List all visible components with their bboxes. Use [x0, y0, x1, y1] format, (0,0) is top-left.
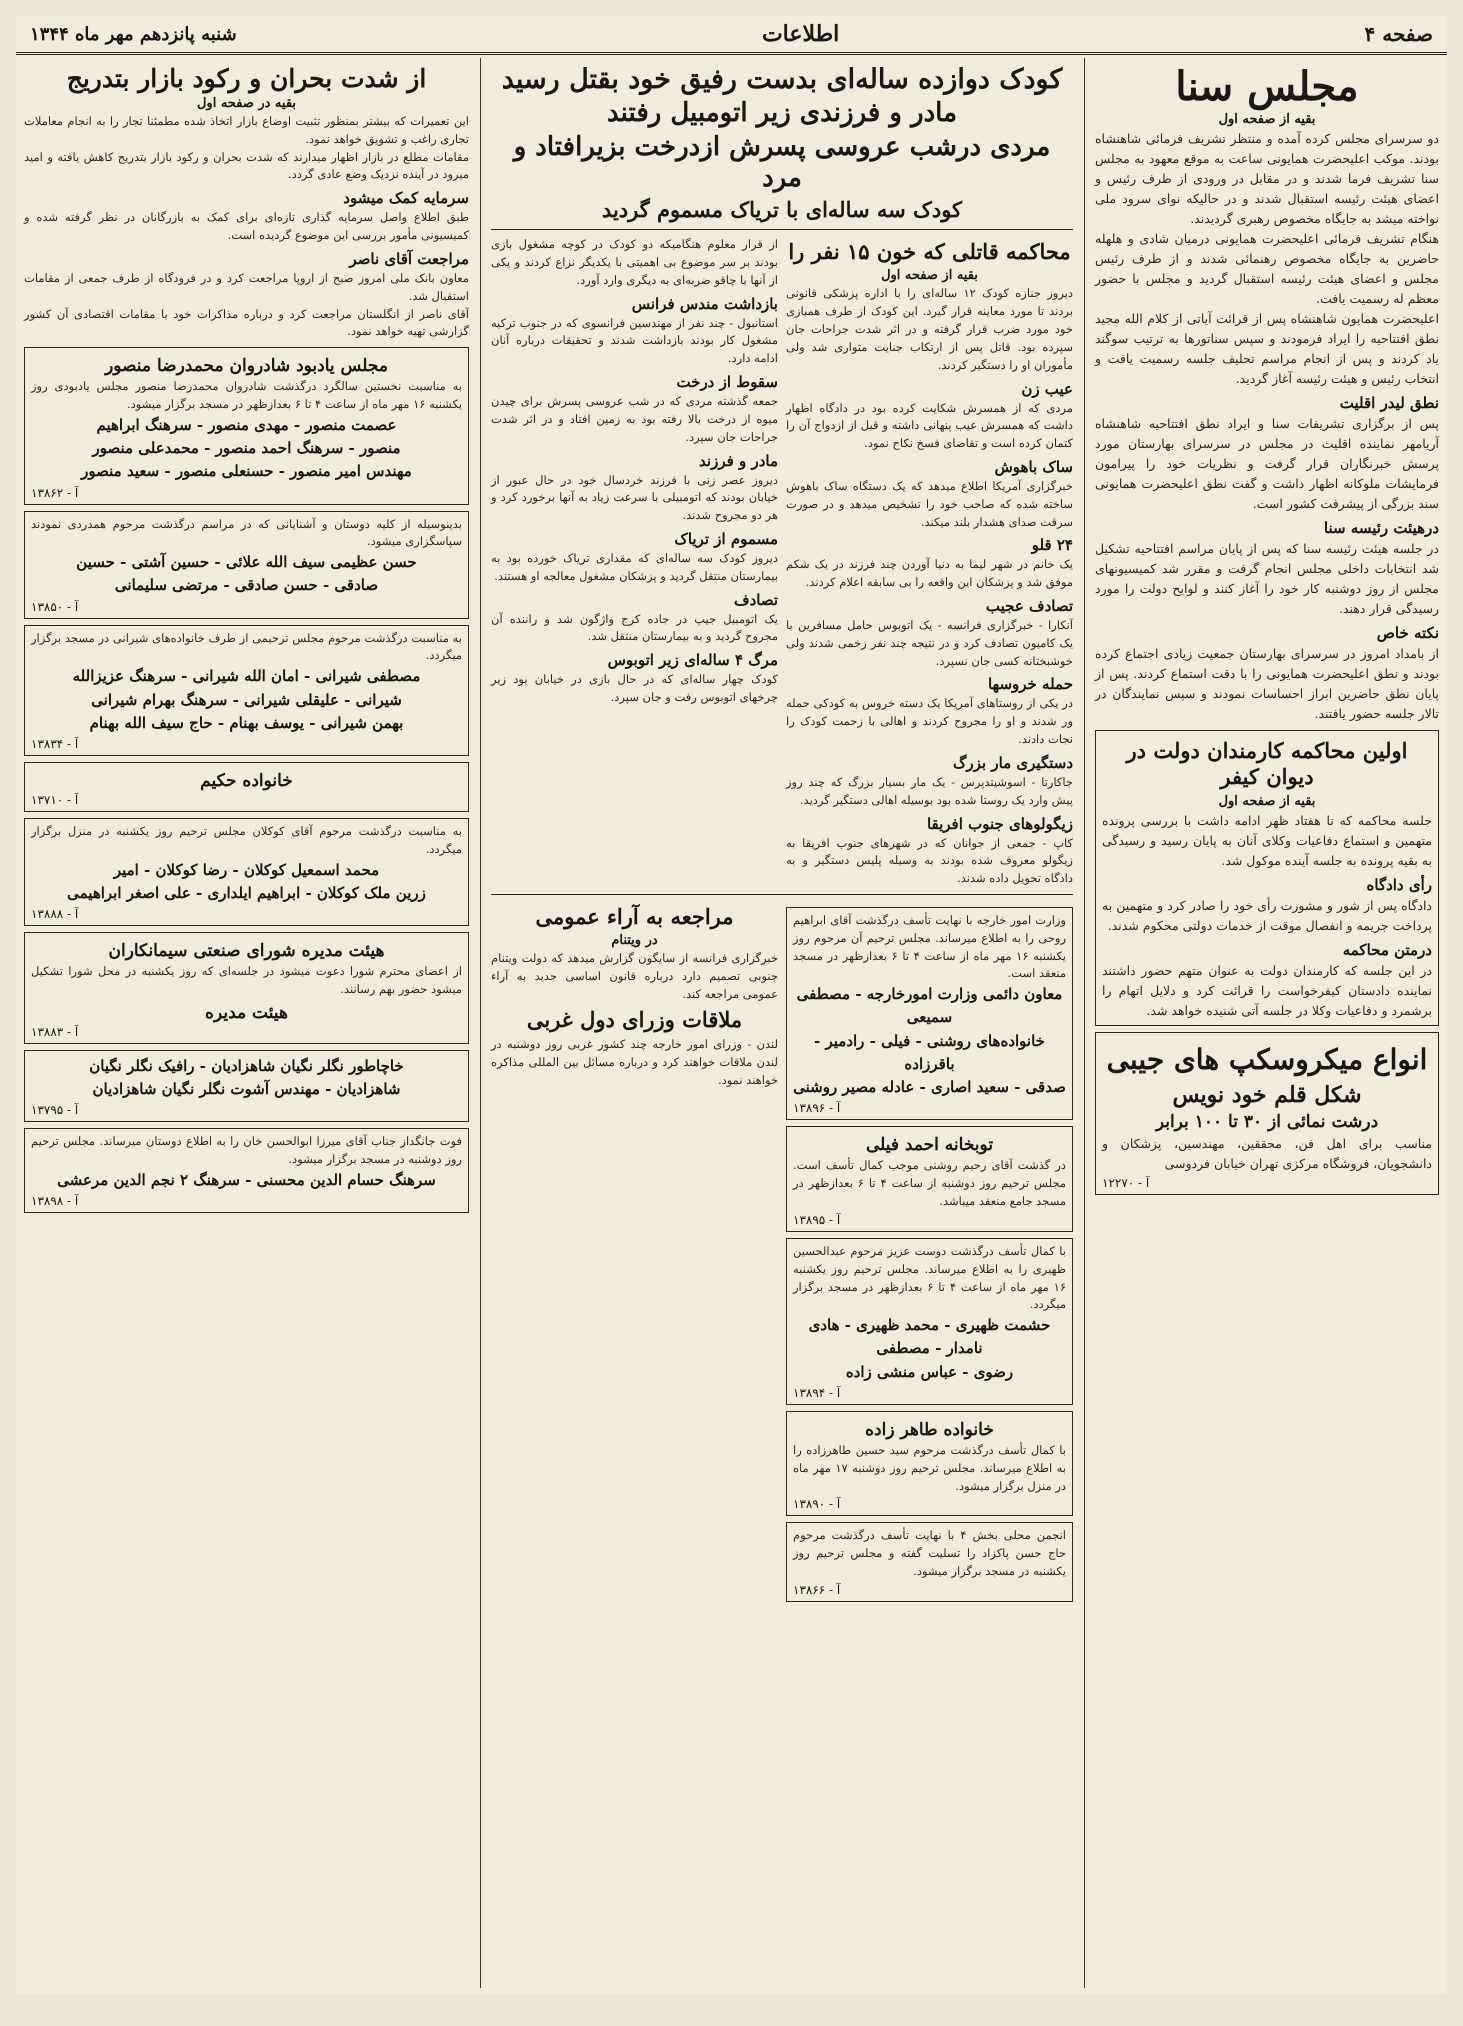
microscope-advert	[1095, 1032, 1439, 1195]
article-text: در جلسه هیئت رئیسه سنا که پس از پایان مراسم افتتاحیه تشکیل شد انتخابات داخلی مجلس انجام گرفت و مقرر شد کمیسیونهای مجلس از روز دوشنبه کار خود را آغاز کنند و لوایح دولت را مورد رسیدگی قرار دهند.	[1095, 541, 1439, 616]
notice-text: در گذشت آقای رحیم روشنی موجب کمال تأسف است. مجلس ترحیم روز دوشنبه از ساعت ۴ تا ۶ بعدازظهر در مسجد جامع منعقد میباشد.	[793, 1158, 1066, 1209]
referendum-headline: مراجعه به آراء عمومی	[535, 903, 734, 929]
subheading: عیب زن	[1021, 379, 1073, 398]
notice-names: زرین ملک کوکلان - ابراهیم ایلداری - علی اصغر ابراهیمی	[67, 883, 426, 902]
headline-senate: مجلس سنا	[1175, 63, 1359, 110]
continued-note: بقیه از صفحه اول	[1218, 793, 1316, 809]
advert-title: انواع میکروسکپ های جیبی	[1106, 1042, 1428, 1076]
notice-code: آ - ۱۳۷۹۵	[31, 1103, 79, 1118]
notice-names: حسن عظیمی سیف الله علائی - حسین آشتی - حسین	[76, 553, 417, 572]
notice-names: رضوی - عباس منشی زاده	[845, 1362, 1014, 1381]
notice-title: مجلس یادبود شادروان محمدرضا منصور	[105, 356, 388, 377]
notice-shahzadian	[24, 1050, 469, 1123]
notice-text: انجمن محلی بخش ۴ با نهایت تأسف درگذشت مرحوم حاج حسن پاکزاد را تسلیت گفته و مجلس ترحیم روز یکشنبه در مسجد برگزار میشود.	[793, 1528, 1066, 1578]
notice-cement-council	[24, 932, 469, 1044]
notice-names: بهمن شیرانی - یوسف بهنام - حاج سیف الله بهنام	[89, 713, 404, 732]
notice-text: وزارت امور خارجه با نهایت تأسف درگذشت آقای ابراهیم روحی را به اطلاع میرساند. مجلس ترحیم آن مرحوم روز یکشنبه ۱۶ مهر ماه از ساعت ۴ تا ۶ بعدازظهر در مسجد منعقد است.	[793, 912, 1066, 981]
notice-hakim	[24, 762, 469, 812]
column-rule	[1084, 58, 1085, 1988]
notice-taherzadeh	[786, 1411, 1073, 1516]
subheading: مراجعت آقای ناصر	[349, 249, 469, 268]
subheading: نطق لیدر اقلیت	[1339, 394, 1439, 412]
notice-code: آ - ۱۳۸۹۰	[793, 1497, 841, 1512]
notice-code: آ - ۱۳۸۶۲	[31, 485, 79, 500]
article-text: هنگام تشریف فرمائی اعلیحضرت همایونی درمیان شادی و هلهله حاضرین به جایگاه مخصوص رهنمائی شدند و از طرف رئیس مجلس و اعضای هیئت رئیسه استقبال گردید و مجلس با حضور معظم له رسمیت یافت.	[1095, 231, 1439, 306]
masthead	[16, 16, 1447, 55]
notices-area	[491, 901, 1073, 1608]
headline-mother-child: مادر و فرزندی زیر اتومبیل رفتند	[606, 98, 958, 129]
article-text: خبرگزاری فرانسه از سایگون گزارش میدهد که دولت ویتنام جنوبی تصمیم دارد درباره قانون اساسی جدید به آراء عمومی مراجعه کند.	[491, 951, 778, 1001]
page-number: صفحه ۴	[1364, 22, 1433, 46]
article-text: دادگاه پس از شور و مشورت رأی خود را صادر کرد و متهمین به پرداخت جریمه و انفصال موقت از خدمات دولتی محکوم شدند.	[1102, 897, 1432, 933]
notices-column-b	[491, 901, 778, 1608]
continued-note: بقیه از صفحه اول	[1218, 112, 1316, 127]
article-text: این تعمیرات که بیشتر بمنظور تثبیت اوضاع بازار اتخاذ شده مطمئنا تجار را به انجام معاملات تجاری راغب و تشویق خواهد نمود.	[24, 114, 469, 146]
notice-title: خانواده حکیم	[200, 771, 293, 791]
article-text: دو سرسرای مجلس کرده آمده و منتظر تشریف فرمائی شاهنشاه بودند. موکب اعلیحضرت همایونی ساعت به موقع معهود به مجلس سنا تشریف فرما شدند و در مقابل در ورودی از طرف رئیس و اعضای هیئت رئیسه استقبال شدند و در حالیکه نوای سرود ملی نواخته میشد به جایگاه مخصوص رهبری گردیدند.	[1095, 131, 1439, 226]
subheading: بازداشت مندس فرانس	[631, 294, 778, 313]
subheading: ۲۴ قلو	[1031, 536, 1073, 555]
issue-date: شنبه پانزدهم مهر ماه ۱۳۴۴	[30, 23, 237, 45]
article-text: اعلیحضرت همایون شاهنشاه پس از قرائت آیاتی از کلام الله مجید نطق افتتاحیه را ایراد فرمودند و سپس سناتورها به ترتیب سوگند یاد کردند و پس از انجام مراسم تحلیف جلسه رسمیت یافت و انتخاب رئیس و هیئت رئیسه آغاز گردید.	[1095, 311, 1439, 386]
advert-code: آ - ۱۲۲۷۰	[1102, 1175, 1150, 1190]
article-text: مقامات مطلع در بازار اظهار میدارند که شدت بحران و رکود بازار بتدریج کاهش یافته و امید میرود در آینده نزدیک وضع عادی گردد.	[24, 149, 469, 182]
continued-note: بقیه از صفحه اول	[881, 268, 978, 284]
article-text: لندن - وزرای امور خارجه چند کشور غربی روز دوشنبه در لندن ملاقات خواهند کرد و درباره مسائل بین المللی مذاکره خواهند نمود.	[491, 1036, 778, 1087]
notice-code: آ - ۱۳۸۵۰	[31, 599, 79, 614]
notice-names: سرهنگ حسام الدین محسنی - سرهنگ ۲ نجم الدین مرعشی	[57, 1170, 436, 1189]
notice-names: عصمت منصور - مهدی منصور - سرهنگ ابراهیم	[96, 415, 397, 434]
notice-names: شاهزادیان - مهندس آشوت نگلر نگیان شاهزادیان	[92, 1080, 401, 1098]
article-text: کودک چهار ساله‌ای که در حال بازی در خیابان بود زیر چرخهای اتوبوس رفت و جان سپرد.	[491, 672, 778, 705]
subheading: درمتن محاکمه	[1342, 940, 1432, 959]
news-columns	[491, 236, 1073, 888]
article-text: معاون بانک ملی امروز صبح از اروپا مراجعت کرد و در فرودگاه از طرف جمعی از مقامات استقبال شد.	[24, 270, 469, 303]
notice-text: با کمال تأسف درگذشت دوست عزیز مرحوم عبدالحسین ظهیری را به اطلاع میرساند. مجلس ترحیم روز یکشنبه ۱۶ مهر ماه از ساعت ۴ تا ۶ بعدازظهر در مسجد برگزار میگردد.	[793, 1243, 1066, 1312]
notice-code: آ - ۱۳۷۱۰	[31, 793, 79, 807]
notice-mohseni	[24, 1128, 469, 1213]
notice-names: شیرانی - علیقلی شیرانی - سرهنگ بهرام شیرانی	[91, 690, 402, 709]
subheading: دستگیری مار بزرگ	[952, 753, 1073, 772]
article-text: جمعه گذشته مردی که در شب عروسی پسرش برای چیدن میوه از درخت بالا رفته بود به زمین افتاد و در اثر شدت جراحات جان سپرد.	[491, 394, 778, 444]
notice-code: آ - ۱۳۸۸۸	[31, 907, 79, 922]
headline-market: از شدت بحران و رکود بازار بتدریج	[66, 64, 427, 93]
notice-code: آ - ۱۳۸۸۳	[31, 1024, 79, 1039]
notice-names: حشمت ظهیری - محمد ظهیری - هادی نامدار - مصطفی	[808, 1316, 1051, 1358]
notice-names: معاون دائمی وزارت امورخارجه - مصطفی سمیعی	[796, 985, 1063, 1027]
newspaper-page	[16, 16, 1447, 1994]
article-text: یک خانم در شهر لیما به دنیا آوردن چند فرزند در یک شکم موفق شد و پزشکان این واقعه را بی سابقه اعلام کردند.	[786, 557, 1073, 590]
notice-names: منصور - سرهنگ احمد منصور - محمدعلی منصور	[92, 439, 401, 457]
advert-text: مناسب برای اهل فن، محققین، مهندسین، پزشکان و دانشجویان، فروشگاه مرکزی تهران خیابان فردوسی	[1102, 1135, 1432, 1171]
notice-text: از اعضای محترم شورا دعوت میشود در جلسه‌ای که روز یکشنبه در محل شورا تشکیل میشود حضور بهم رسانند.	[31, 964, 462, 996]
article-text: دیروز کودک سه ساله‌ای که مقداری تریاک خورده بود به بیمارستان منتقل گردید و پزشکان مشغول معالجه او هستند.	[491, 550, 778, 583]
notice-text: به مناسبت درگذشت مرحوم آقای کوکلان مجلس ترحیم روز یکشنبه در منزل برگزار میگردد.	[31, 824, 462, 856]
subheading: درهیئت رئیسه سنا	[1323, 519, 1439, 537]
subheading: مادر و فرزند	[699, 451, 778, 470]
subheading: تصادف	[734, 590, 778, 609]
article-text: در این جلسه که کارمندان دولت به عنوان متهم حضور داشتند نماینده دادستان کیفرخواست را قرائت کرد و دلایل اتهام را برشمرد و دفاعیات وکلا در جلسه آتی شنیده خواهد شد.	[1102, 962, 1432, 1018]
article-text: جاکارتا - اسوشیتدپرس - یک مار بسیار بزرگ که چند روز پیش وارد یک روستا شده بود بوسیله اهالی دستگیر گردید.	[786, 774, 1073, 807]
article-text: مردی که از همسرش شکایت کرده بود در دادگاه اظهار داشت که همسرش عیب پنهانی داشته و قبل از ازدواج آن را کتمان کرده است و تقاضای فسخ نکاح نمود.	[786, 400, 1073, 451]
continued-note: بقیه در صفحه اول	[196, 96, 297, 111]
notice-text: با کمال تأسف درگذشت مرحوم سید حسین طاهرزاده را به اطلاع میرساند. مجلس ترحیم روز دوشنبه ۱۷ مهر ماه در منزل برگزار میشود.	[793, 1442, 1066, 1493]
article-text: استانبول - چند نفر از مهندسین فرانسوی که در جنوب ترکیه مشغول کار بودند بازداشت شدند و تحقیقات درباره آنان ادامه دارد.	[491, 315, 778, 366]
trial-headline: اولین محاکمه کارمندان دولت در دیوان کیفر	[1126, 738, 1408, 790]
headline-boy-killed: کودک دوازده ساله‌ای بدست رفیق خود بقتل رسید	[501, 64, 1063, 95]
article-text: از بامداد امروز در سرسرای بهارستان جمعیت زیادی اجتماع کرده بودند و نطق اعلیحضرت همایونی را با دقت استماع کردند. پس از پایان نطق حاضرین ابراز احساسات نمودند و سپس نمایندگان در تالار جلسه حضور یافتند.	[1095, 646, 1439, 721]
subheading: رأی دادگاه	[1366, 875, 1432, 894]
notice-code: آ - ۱۳۸۹۸	[31, 1194, 79, 1209]
notice-code: آ - ۱۳۸۹۵	[793, 1212, 841, 1227]
notice-ministry	[786, 907, 1073, 1121]
notice-koukalan	[24, 818, 469, 926]
column-main	[483, 58, 1081, 1988]
notice-title: توبخانه احمد فیلی	[865, 1135, 994, 1156]
notice-thanks	[24, 511, 469, 619]
article-text: کاپ - جمعی از جوانان که در شهرهای جنوب افریقا به زیگولو معروف شده بودند به وسیله پلیس دستگیر و به دادگاه تحویل داده شدند.	[786, 835, 1073, 886]
headline-opium: کودک سه ساله‌ای با تریاک مسموم گردید	[601, 196, 963, 222]
subheading: حمله خروسها	[987, 675, 1073, 694]
notice-code: آ - ۱۳۸۹۴	[793, 1385, 841, 1400]
article-text: پس از برگزاری تشریفات سنا و ایراد نطق افتتاحیه شاهنشاه آریامهر نماینده اقلیت در مجلس در سرسرای بهارستان مورد پرسش خبرنگاران قرار گرفت و نظریات خود را پیرامون فرمایشات ملوکانه اظهار داشت و گفت نطق اعلیحضرت همایونی سند بزرگی از پیشرفت کشور است.	[1095, 416, 1439, 511]
subheading: تصادف عجیب	[985, 597, 1073, 616]
article-text: طبق اطلاع واصل سرمایه گذاری تازه‌ای برای کمک به بازرگانان در نظر گرفته شده و کمیسیونی مأمور بررسی این موضوع گردیده است.	[24, 210, 469, 243]
trial-article-box	[1095, 730, 1439, 1026]
notice-code: آ - ۱۳۸۳۴	[31, 737, 79, 751]
notice-signature: هیئت مدیره	[205, 1002, 288, 1023]
notice-code: آ - ۱۳۸۹۶	[793, 1101, 841, 1116]
subheading: ساک باهوش	[994, 457, 1073, 476]
column-rule	[480, 58, 481, 1988]
notice-association	[786, 1522, 1073, 1601]
article-text: دیروز جنازه کودک ۱۲ ساله‌ای را با اداره پزشکی قانونی بردند تا مورد معاینه قرار گیرد. این کودک از طرف همبازی خود مورد ضرب قرار گرفته و در اثر شدت جراحات جان سپرده بود. قاتل پس از ارتکاب جنایت متواری شد ولی مأموران او را دستگیر کردند.	[786, 286, 1074, 372]
subheading: زیگولوهای جنوب افریقا	[926, 814, 1073, 833]
article-text: خبرگزاری آمریکا اطلاع میدهد که یک دستگاه ساک باهوش ساخته شده که صاحب خود را تشخیص میدهد و در صورت سرقت صدای هشدار بلند میکند.	[786, 478, 1073, 529]
ministers-headline: ملاقات وزرای دول غربی	[526, 1006, 743, 1032]
notice-title: هیئت مدیره شورای صنعتی سیمانکاران	[108, 941, 385, 962]
subheading: مسموم از تریاک	[674, 529, 778, 548]
referendum-subheadline: در ویتنام	[611, 933, 658, 949]
notice-shirani	[24, 625, 469, 756]
divider	[491, 894, 1073, 895]
article-text: جلسه محاکمه که تا هفتاد ظهر ادامه داشت با بررسی پرونده متهمین و استماع دفاعیات وکلای آنان به پایان رسید و رسیدگی به بقیه پرونده به جلسه آینده موکول شد.	[1102, 812, 1432, 868]
news-column-a	[786, 236, 1073, 888]
paper-name: اطلاعات	[761, 21, 840, 47]
notice-text: بدینوسیله از کلیه دوستان و آشنایانی که در مراسم درگذشت مرحوم همدردی نمودند سپاسگزاری میشود.	[31, 516, 462, 549]
notice-names: مهندس امیر منصور - حسنعلی منصور - سعید منصور	[81, 462, 412, 481]
memorial-mansour	[24, 347, 469, 504]
news-column-b	[491, 236, 778, 888]
subheading: مرگ ۴ ساله‌ای زیر اتوبوس	[607, 651, 778, 670]
column-left	[16, 58, 477, 1988]
notice-text: به مناسبت درگذشت مرحوم مجلس ترحیمی از طرف خانواده‌های شیرانی در مسجد برگزار میگردد.	[31, 630, 462, 663]
article-text: از قرار معلوم هنگامیکه دو کودک در کوچه مشغول بازی بودند بر سر موضوع بی اهمیتی با یکدیگر نزاع کردند و یکی از آنها با چاقو ضربه‌ای به دیگری وارد آورد.	[491, 237, 778, 287]
notice-names: محمد اسمعیل کوکلان - رضا کوکلان - امیر	[113, 860, 380, 879]
advert-subtitle: شکل قلم خود نویس	[1172, 1081, 1362, 1108]
notice-names: مصطفی شیرانی - امان الله شیرانی - سرهنگ عزیزالله	[72, 667, 421, 686]
notice-names: خاچاطور نگلر نگیان شاهزادیان - رافیک نگلر نگیان	[89, 1056, 404, 1075]
divider	[491, 229, 1073, 230]
article-text: یک اتومبیل جیپ در جاده کرج واژگون شد و راننده آن مجروح گردید و به بیمارستان منتقل شد.	[491, 611, 778, 644]
subheading: سرمایه کمک میشود	[343, 189, 469, 208]
notice-title: خانواده طاهر زاده	[865, 1419, 994, 1440]
notice-text: فوت جانگداز جناب آقای میرزا ابوالحسن خان را به اطلاع دوستان میرساند. مجلس ترحیم روز دوشنبه در مسجد برگزار میشود.	[31, 1134, 462, 1167]
advert-line: درشت نمائی از ۳۰ تا ۱۰۰ برابر	[1155, 1111, 1379, 1132]
subheading: سقوط از درخت	[676, 373, 778, 392]
notice-zahiri	[786, 1238, 1073, 1405]
notice-names: خانواده‌های روشنی - فیلی - رادمیر - باقرزاده	[814, 1031, 1045, 1073]
column-senate	[1087, 58, 1447, 1988]
notice-names: صدقی - سعید اصاری - عادله مصیر روشنی	[793, 1078, 1066, 1097]
article-text: در یکی از روستاهای آمریکا یک دسته خروس به کودکی حمله ور شدند و او را مجروح کردند و اهالی با زحمت کودک را نجات دادند.	[786, 696, 1073, 747]
notice-names: صادقی - حسن صادقی - مرتضی سلیمانی	[114, 576, 379, 595]
notice-text: به مناسبت نخستین سالگرد درگذشت شادروان محمدرضا منصور مجلس یادبودی روز یکشنبه ۱۶ مهر ماه از ساعت ۴ تا ۶ بعدازظهر در مسجد برگزار میشود.	[31, 379, 462, 411]
subheading: نکته خاص	[1376, 624, 1439, 642]
notice-code: آ - ۱۳۸۶۶	[793, 1582, 841, 1597]
article-text: آنکارا - خبرگزاری فرانسه - یک اتوبوس حامل مسافرین با یک کامیون تصادف کرد و در نتیجه چند نفر زخمی شدند ولی خوشبختانه کسی جان نسپرد.	[786, 618, 1073, 668]
notices-column-a	[786, 901, 1073, 1608]
notice-fili	[786, 1126, 1073, 1231]
article-text: دیروز عصر زنی با فرزند خردسال خود در حال عبور از خیابان بودند که اتومبیلی با سرعت زیاد به آنها برخورد کرد و هر دو مجروح شدند.	[491, 472, 778, 523]
headline-wedding-fall: مردی درشب عروسی پسرش ازدرخت بزیرافتاد و مرد	[513, 131, 1051, 193]
subheadline-trial: محاکمه قاتلی که خون ۱۵ نفر را	[788, 239, 1071, 265]
article-text: آقای ناصر از انگلستان مراجعت کرد و درباره مذاکرات خود با مقامات اقتصادی آن کشور گزارشی تهیه خواهد نمود.	[24, 306, 469, 339]
